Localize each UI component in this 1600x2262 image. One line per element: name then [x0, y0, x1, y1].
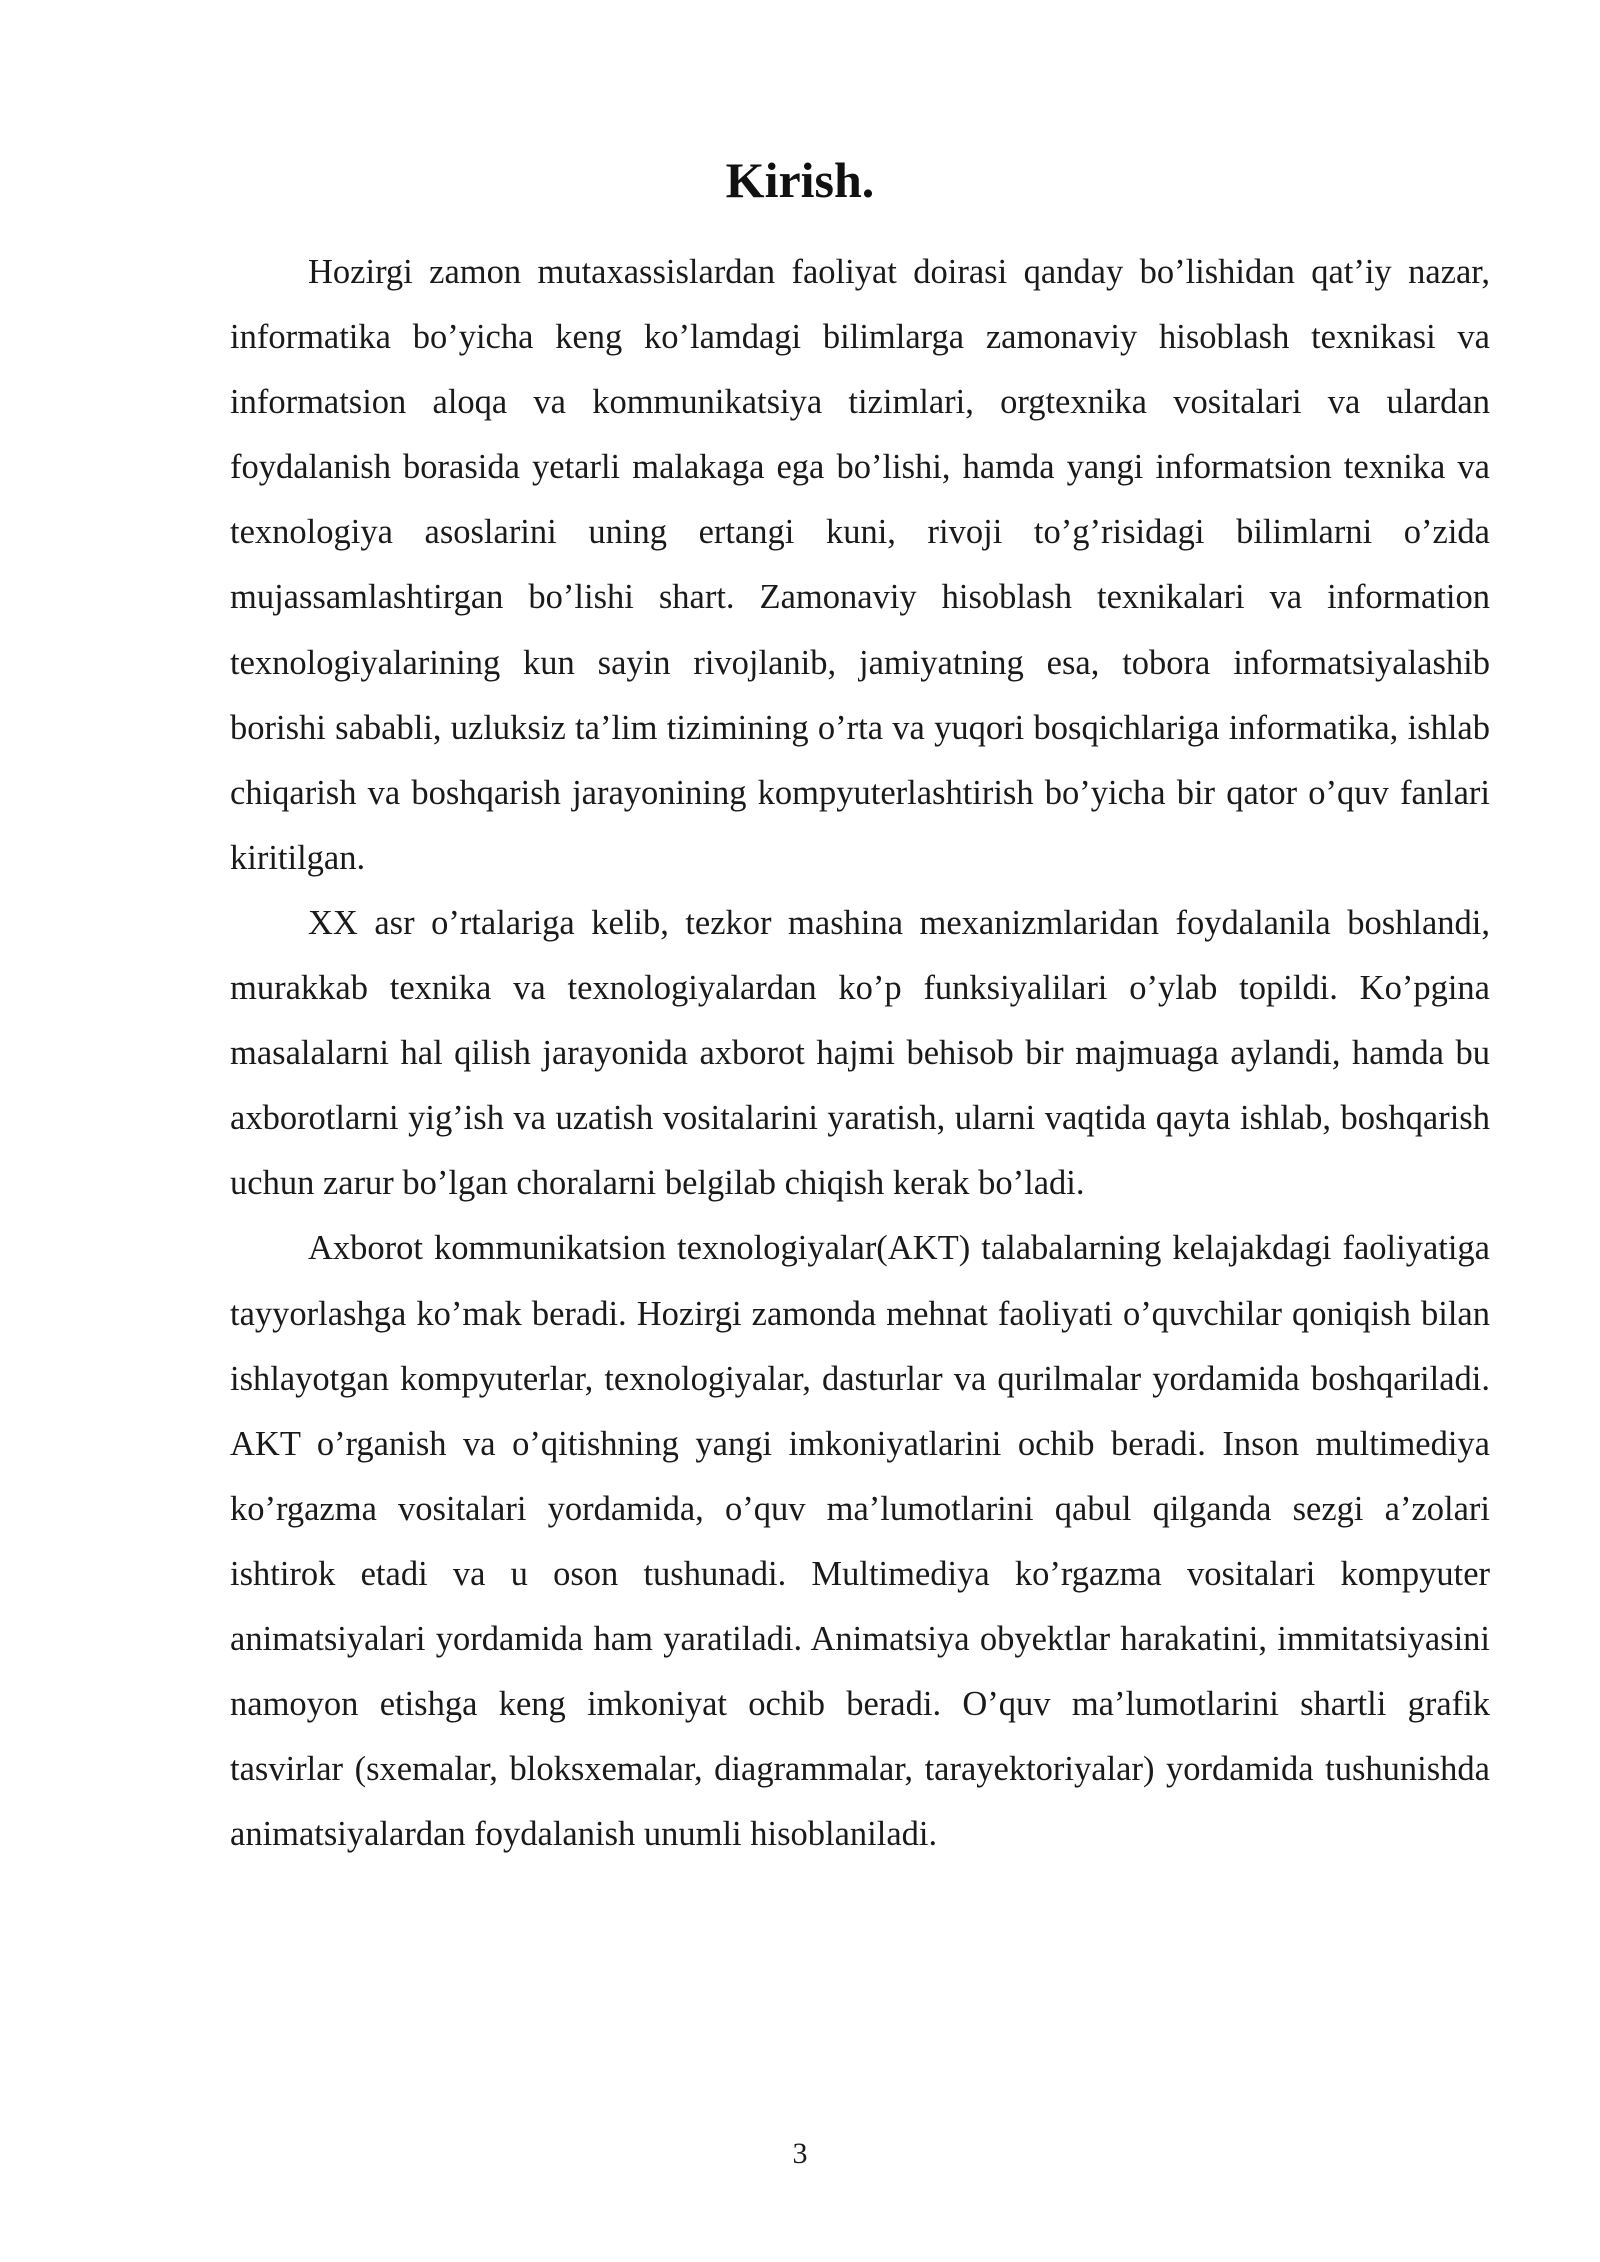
paragraph-2: XX asr o’rtalariga kelib, tezkor mashina mexanizmlaridan foydalanila boshlandi, murakkab texnika va texnologiyalardan ko’p funksiyalilari o’ylab topildi. Ko’pgina masalalarni hal qilish jarayonida axborot hajmi behisob bir majmuaga aylandi, hamda bu axborotlarni yig’ish va uzatish vositalarini yaratish, ularni vaqtida qayta ishlab, boshqarish uchun zarur bo’lgan choralarni belgilab chiqish kerak bo’ladi.	[230, 903, 1490, 1203]
paragraph-3: Axborot kommunikatsion texnologiyalar(AKT) talabalarning kelajakdagi faoliyatiga tayyorlashga ko’mak beradi. Hozirgi zamonda mehnat faoliyati o’quvchilar qoniqish bilan ishlayotgan kompyuterlar, texnologiyalar, dasturlar va qurilmalar yordamida boshqariladi. AKT o’rganish va o’qitishning yangi imkoniyatlarini ochib beradi. Inson multimediya ko’rgazma vositalari yordamida, o’quv ma’lumotlarini qabul qilganda sezgi a’zolari ishtirok etadi va u oson tushunadi. Multimediya ko’rgazma vositalari kompyuter animatsiyalari yordamida ham yaratiladi. Animatsiya obyektlar harakatini, immitatsiyasini namoyon etishga keng imkoniyat ochib beradi. O’quv ma’lumotlarini shartli grafik tasvirlar (sxemalar, bloksxemalar, diagrammalar, tarayektoriyalar) yordamida tushunishda animatsiyalardan foydalanish unumli hisoblaniladi.	[230, 1229, 1490, 1854]
paragraph-1: Hozirgi zamon mutaxassislardan faoliyat doirasi qanday bo’lishidan qat’iy nazar, informatika bo’yicha keng ko’lamdagi bilimlarga zamonaviy hisoblash texnikasi va informatsion aloqa va kommunikatsiya tizimlari, orgtexnika vositalari va ulardan foydalanish borasida yetarli malakaga ega bo’lishi, hamda yangi informatsion texnika va texnologiya asoslarini uning ertangi kuni, rivoji to’g’risidagi bilimlarni o’zida mujassamlashtirgan bo’lishi shart. Zamonaviy hisoblash texnikalari va information texnologiyalarining kun sayin rivojlanib, jamiyatning esa, tobora informatsiyalashib borishi sababli, uzluksiz ta’lim tizimining o’rta va yuqori bosqichlariga informatika, ishlab chiqarish va boshqarish jarayonining kompyuterlashtirish bo’yicha bir qator o’quv fanlari kiritilgan.	[230, 253, 1490, 877]
body-text	[230, 240, 1490, 1867]
page-number: 3	[792, 2137, 808, 2170]
page-title: Kirish.	[725, 152, 875, 208]
